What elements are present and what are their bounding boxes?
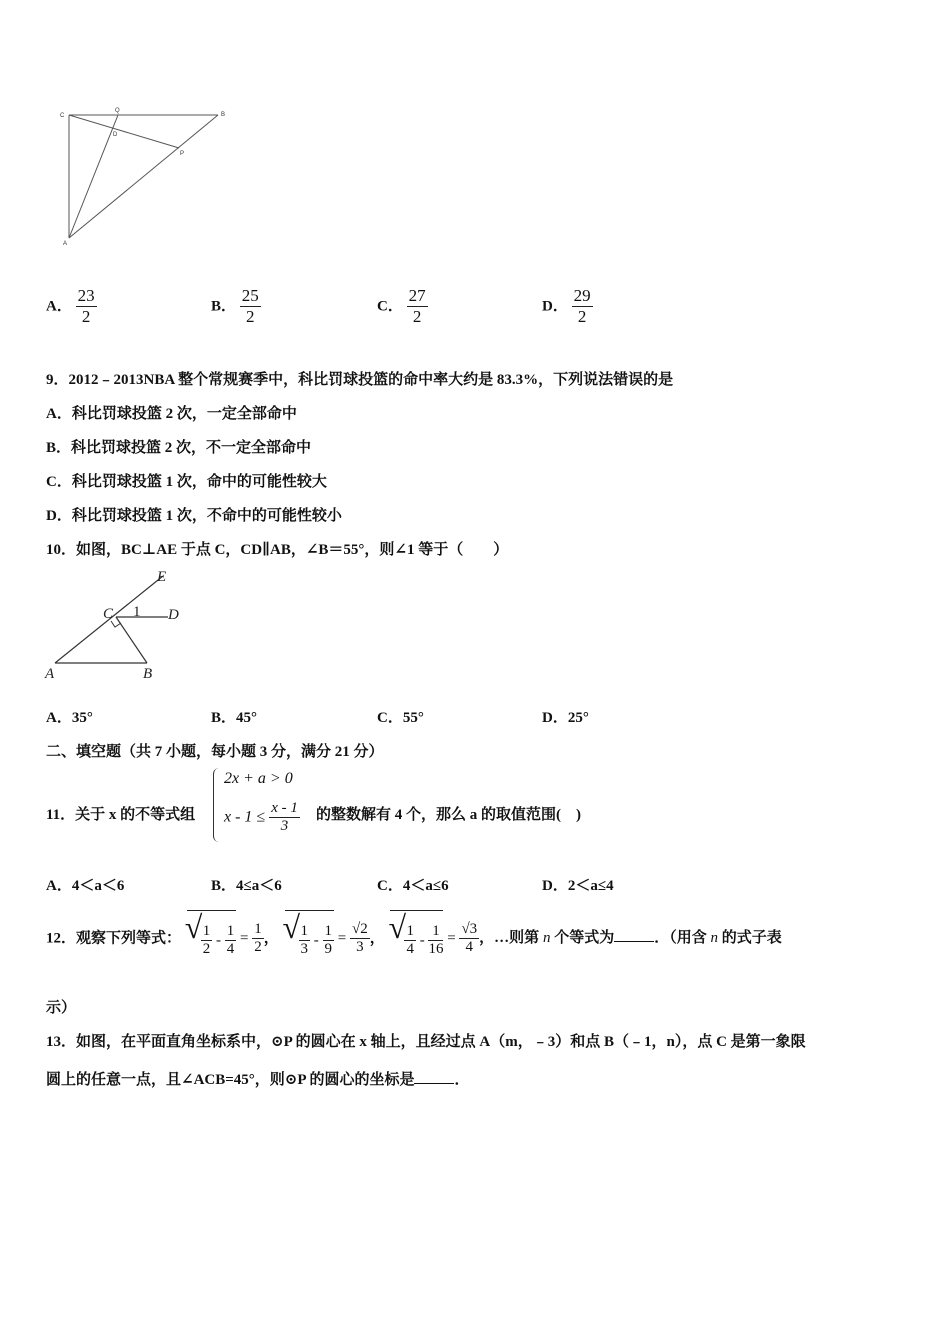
label-1: 1: [133, 604, 141, 620]
q10-option-c: C．55°: [377, 710, 424, 726]
q11-option-b: B．4≤a＜6: [211, 878, 282, 894]
label-b: B: [143, 666, 153, 682]
q13-line2: 圆上的任意一点，且∠ACB=45°，则⊙P 的圆心的坐标是 ．: [46, 1072, 470, 1088]
label-c: C: [60, 113, 65, 119]
q10-option-d: D．25°: [542, 710, 589, 726]
q8-option-a: A． $\frac{23}{2}$: [46, 286, 95, 326]
q11-system-brace: [213, 768, 220, 842]
label-a: A: [45, 666, 55, 682]
q10-option-a: A．35°: [46, 710, 93, 726]
q10-figure: [40, 566, 190, 684]
label-c: C: [103, 606, 114, 622]
q11-line1: 2x + a > 0: [224, 770, 293, 787]
fraction: $\frac{x - 1}{3}$: [271, 800, 298, 834]
q11-option-a: A．4＜a＜6: [46, 878, 125, 894]
q8-option-d: D． $\frac{29}{2}$: [542, 286, 591, 326]
q9-stem: 9．2012﹣2013NBA 整个常规赛季中，科比罚球投篮的命中率大约是 83.3%，下列说法错误的是: [46, 372, 674, 388]
label-e: E: [157, 569, 167, 585]
q8-option-c: C． $\frac{27}{2}$: [377, 286, 426, 326]
q9-option-d: D．科比罚球投篮 1 次，不命中的可能性较小: [46, 508, 342, 524]
fraction: $\frac{23}{2}$: [77, 286, 95, 326]
q9-option-a: A．科比罚球投篮 2 次，一定全部命中: [46, 406, 297, 422]
q10-option-b: B．45°: [211, 710, 258, 726]
label-b: B: [221, 112, 226, 118]
q12-line: 12．观察下列等式： √ $\frac{1}{2}$ - $\frac{1}{4}$ = $\frac{1}{2}$ ， √ $\frac{1}{3}$ - $\frac{1}{9}$ = $\frac{√2}{3}$ ， √ $\frac{1}{4}$ - $\frac{1}{16}$ = $\frac{√3}{4}$ ，…则第 n 个等式为 ．（用含 n 的式子表: [46, 910, 782, 967]
q11-prefix: 11．关于 x 的不等式组: [46, 807, 196, 823]
answer-blank: [614, 929, 654, 942]
q11-suffix: 的整数解有 4 个，那么 a 的取值范围( ): [316, 807, 581, 823]
q9-option-c: C．科比罚球投篮 1 次，命中的可能性较大: [46, 474, 327, 490]
q8-option-b: B． $\frac{25}{2}$: [211, 286, 259, 326]
sqrt-eq1: √ $\frac{1}{2}$ - $\frac{1}{4}$: [187, 910, 237, 967]
q11-option-d: D．2＜a≤4: [542, 878, 614, 894]
q11-option-c: C．4＜a≤6: [377, 878, 449, 894]
label-q: Q: [115, 108, 120, 114]
sqrt-eq3: √ $\frac{1}{4}$ - $\frac{1}{16}$: [390, 910, 443, 967]
answer-blank: [414, 1071, 454, 1084]
q9-option-b: B．科比罚球投篮 2 次，不一定全部命中: [46, 440, 312, 456]
label-d: D: [168, 607, 179, 623]
label-a: A: [63, 241, 68, 247]
fraction: $\frac{29}{2}$: [573, 286, 591, 326]
fraction: $\frac{27}{2}$: [408, 286, 426, 326]
q13-line1: 13．如图，在平面直角坐标系中，⊙P 的圆心在 x 轴上，且经过点 A（m，﹣3）和点 B（﹣1，n），点 C 是第一象限: [46, 1034, 806, 1050]
label-d: D: [113, 132, 118, 138]
q10-stem: 10．如图，BC⊥AE 于点 C，CD∥AB，∠B＝55°，则∠1 等于（ ）: [46, 542, 509, 558]
q11-line2: x - 1 ≤ $\frac{x - 1}{3}$: [224, 800, 298, 834]
label-p: P: [180, 151, 185, 157]
fraction: $\frac{25}{2}$: [241, 286, 259, 326]
q12-wrap: 示）: [46, 1000, 77, 1016]
q8-triangle-figure: [55, 105, 235, 250]
sqrt-eq2: √ $\frac{1}{3}$ - $\frac{1}{9}$: [285, 910, 335, 967]
section-heading: 二、填空题（共 7 小题，每小题 3 分，满分 21 分）: [46, 744, 384, 760]
